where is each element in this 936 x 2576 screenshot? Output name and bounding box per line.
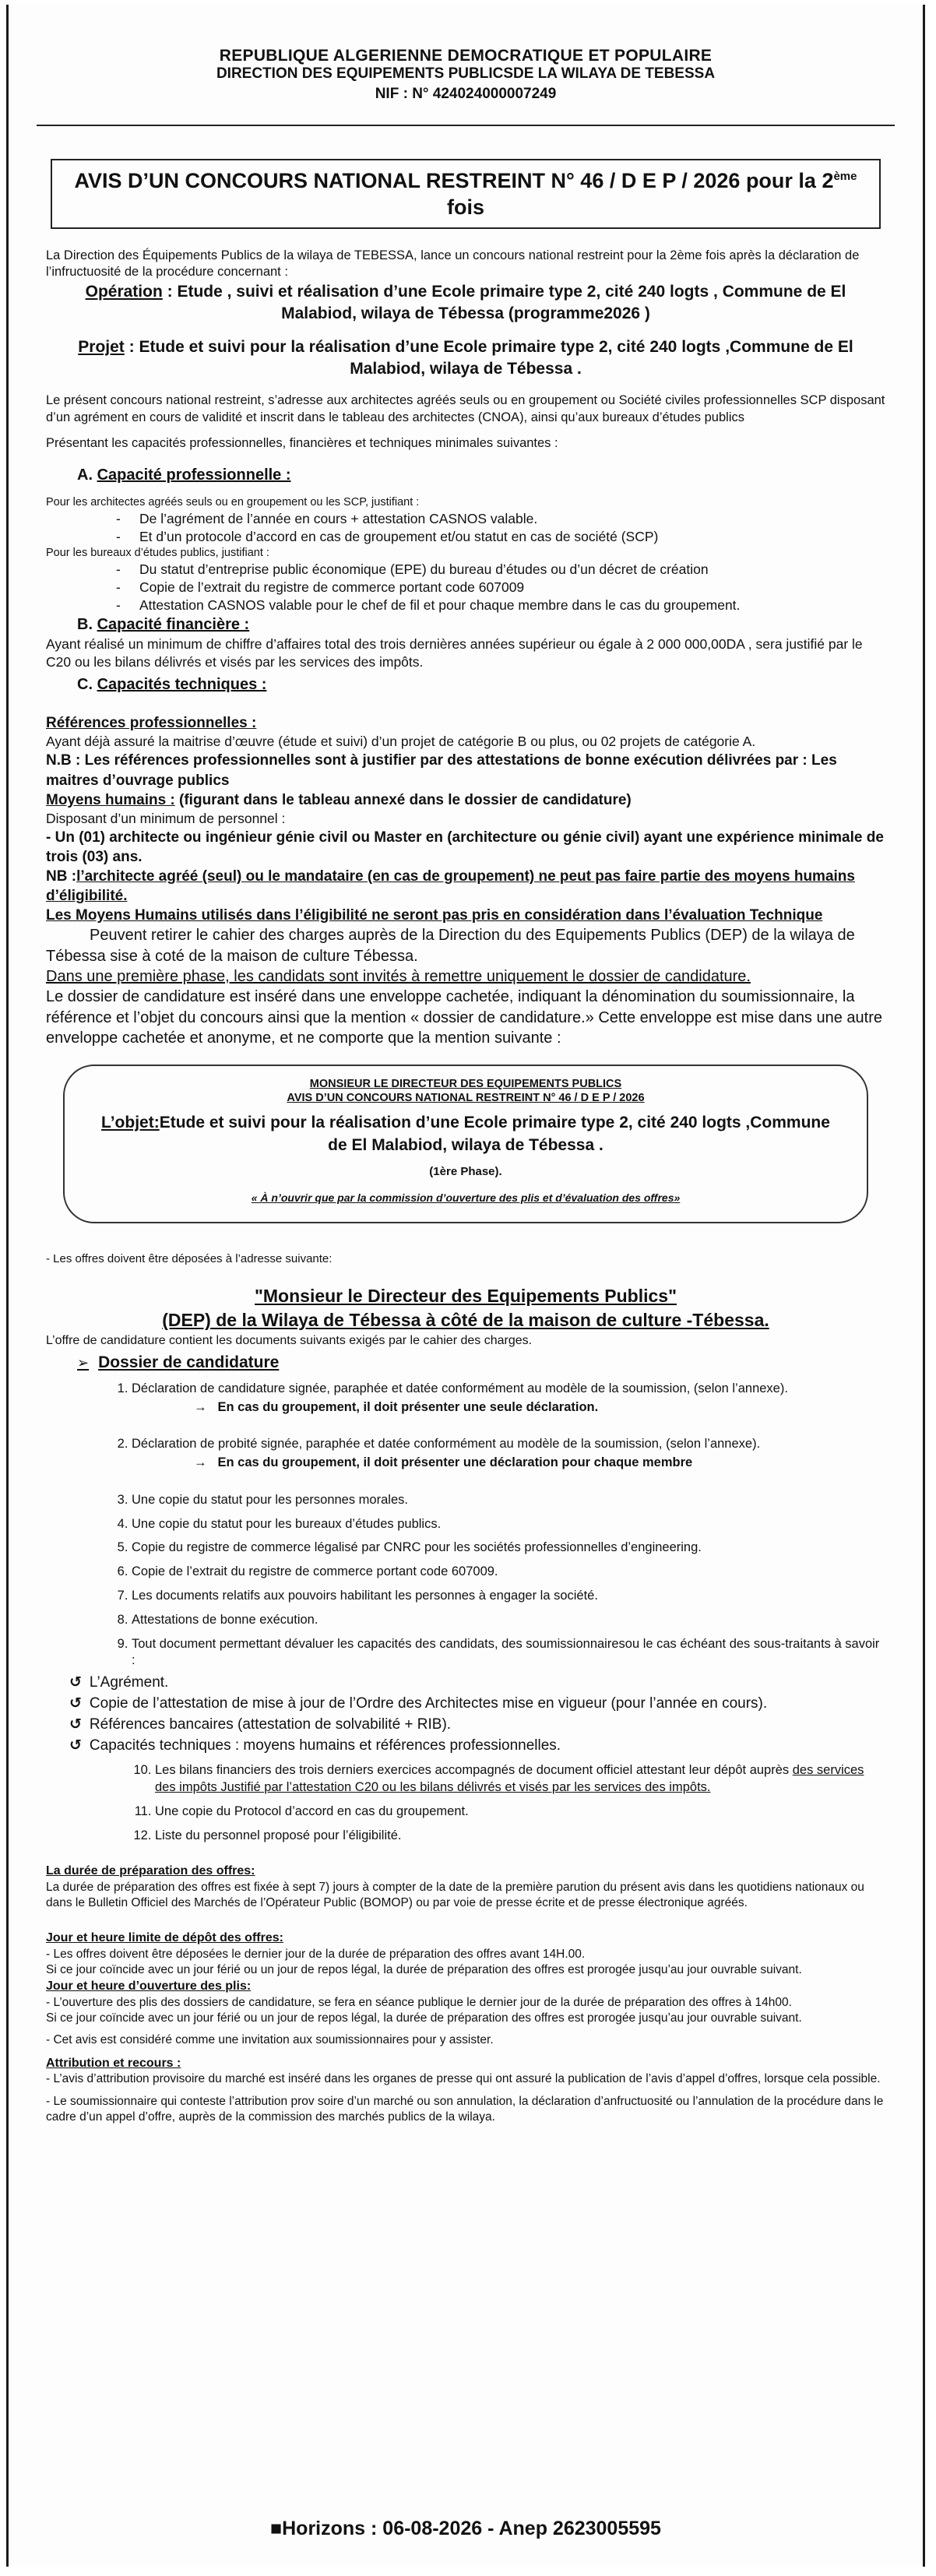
list-item: ↺ Copie de l’attestation de mise à jour de l’Ordre des Architectes mise en vigueur (pour l’année en cours). (46, 1694, 885, 1713)
moyens-humains-note: Les Moyens Humains utilisés dans l’éligibilité ne seront pas pris en considération dans l’évaluation Technique (46, 907, 823, 924)
financial-text: Ayant réalisé un minimum de chiffre d’affaires total des trois dernières années supérieur ou égale à 2 000 000,00DA , sera justifié par le C20 ou les bilans délivrés et visés par les services des impôts. (46, 635, 863, 670)
nif-number: NIF : N° 424024000007249 (375, 86, 557, 102)
list-item (155, 1762, 885, 1797)
address-line-2: (DEP) de la Wilaya de Tébessa à côté de la maison de culture -Tébessa. (162, 1310, 769, 1330)
section-a-heading (77, 465, 885, 485)
envelope-box (63, 1065, 868, 1224)
envelope-objet-label: L’objet: (101, 1114, 160, 1132)
notice-body (9, 248, 923, 2126)
nb-prefix: NB : (46, 867, 77, 885)
documents-list-continued (46, 1762, 885, 1844)
attribution-text-1: - L’avis d’attribution provisoire du marché est inséré dans les organes de presse qui ont assuré la publication de l’avis d’appel d’offres, lorsque cela possible. (46, 2072, 881, 2086)
moyens-text: (figurant dans le tableau annexé dans le dossier de candidature) (174, 791, 632, 808)
bureaux-list (46, 561, 885, 614)
eligibility-paragraph: Le présent concours national restreint, s’adresse aux architectes agréés seuls ou en groupement ou Société civiles professionnelles SCP disposant d’un agrément en cours de validité et inscrit dans le tableau des architectes (CNOA), ainsi qu’aux bureaux d’études publics (46, 392, 885, 424)
dossier-paragraph: Le dossier de candidature est inséré dans une enveloppe cachetée, indiquant la dénomination du soumissionnaire, la référence et l’objet du concours ainsi que la mention « dossier de candidature.» Cette enveloppe est mise dans une autre enveloppe cachetée et anonyme, et ne comporte que la mention suivante : (46, 988, 883, 1047)
list-item: ↺ Capacités techniques : moyens humains et références professionnelles. (46, 1736, 885, 1755)
envelope-line-1: MONSIEUR LE DIRECTEUR DES EQUIPEMENTS PUBLICS (309, 1077, 622, 1090)
bureaux-intro: Pour les bureaux d’études publics, justifiant : (46, 546, 269, 559)
list-item-text: Déclaration de probité signée, paraphée et datée conformément au modèle de la soumission, (selon l’annexe). (132, 1437, 761, 1452)
section-b-heading (77, 614, 885, 635)
envelope-line-2: AVIS D’UN CONCOURS NATIONAL RESTREINT N° 46 / D E P / 2026 (287, 1092, 645, 1105)
notice-title: AVIS D’UN CONCOURS NATIONAL RESTREINT N° 46 / D E P / 2026 pour la 2 (74, 169, 834, 192)
architects-list (46, 510, 885, 546)
section-c-title: Capacités techniques : (97, 675, 267, 693)
list-item: ↺ Références bancaires (attestation de solvabilité + RIB). (46, 1715, 885, 1734)
republic-heading: REPUBLIQUE ALGERIENNE DEMOCRATIQUE ET POPULAIRE (219, 47, 713, 65)
section-c-letter: C. (77, 675, 93, 693)
references-title: Références professionnelles : (46, 715, 257, 732)
direction-heading: DIRECTION DES EQUIPEMENTS PUBLICSDE LA WILAYA DE TEBESSA (216, 65, 716, 82)
header-divider (37, 125, 895, 126)
envelope-objet-text: Etude et suivi pour la réalisation d’une Ecole primaire type 2, cité 240 logts ,Commune de El Malabiod, wilaya de Tébessa . (159, 1114, 830, 1154)
list-item: 4. Une copie du statut pour les bureaux d’études publics. (132, 1516, 885, 1533)
phase-paragraph: Dans une première phase, les candidats sont invités à remettre uniquement le dossier de candidature. (46, 967, 751, 985)
projet-line (46, 336, 885, 379)
section-a-title: Capacité professionnelle : (97, 466, 291, 484)
ouverture-text-3: - Cet avis est considéré comme une invitation aux soumissionnaires pour y assister. (46, 2033, 494, 2047)
architects-intro: Pour les architectes agréés seuls ou en groupement ou les SCP, justifiant : (46, 495, 420, 509)
list-item-text: Les bilans financiers des trois derniers exercices accompagnés de document officiel attestant leur dépôt auprès (155, 1763, 793, 1778)
list-item: - Et d’un protocole d’accord en cas de groupement et/ou statut en cas de société (SCP) (116, 528, 885, 546)
projet-text: : Etude et suivi pour la réalisation d’une Ecole primaire type 2, cité 240 logts ,Commune de El Malabiod, wilaya de Tébessa . (124, 338, 853, 378)
ouverture-text-1: - L’ouverture des plis des dossiers de candidature, se fera en séance publique le dernier jour de la durée de préparation des offres à 14h00. (46, 1995, 792, 2009)
list-item (132, 1436, 885, 1472)
ouverture-text-2: Si ce jour coïncide avec un jour férié ou un jour de repos légal, la durée de préparation des offres est prorogée jusqu’au jour ouvrable suivant. (46, 2011, 802, 2025)
notice-title-end: fois (446, 195, 484, 219)
operation-text: : Etude , suivi et réalisation d’une Ecole primaire type 2, cité 240 logts , Commune de El Malabiod, wilaya de Tébessa (programme2026 ) (162, 283, 846, 322)
list-item: - Copie de l’extrait du registre de commerce portant code 607009 (116, 579, 885, 596)
nb-mandataire-text: l’architecte agréé (seul) ou le mandataire (en cas de groupement) ne peut pas faire partie des moyens humains d’éligibilité. (46, 867, 855, 905)
list-item: 6. Copie de l’extrait du registre de commerce portant code 607009. (132, 1564, 885, 1581)
list-item: 9. Tout document permettant dévaluer les capacités des candidats, des soumissionnairesou le cas échéant des sous-traitants à savoir : (132, 1636, 885, 1670)
footer-publication: ■Horizons : 06-08-2026 - Anep 2623005595 (270, 2518, 661, 2539)
list-item: 12. Liste du personnel proposé pour l’éligibilité. (155, 1828, 885, 1845)
documents-list (46, 1381, 885, 1670)
section-b-letter: B. (77, 616, 93, 634)
capacity-hooks (46, 1673, 885, 1755)
envelope-note: « À n’ouvrir que par la commission d’ouverture des plis et d’évaluation des offres» (251, 1191, 681, 1204)
envelope-phase: (1ère Phase). (429, 1164, 502, 1178)
operation-line (46, 281, 885, 324)
section-b-title: Capacité financière : (97, 616, 250, 634)
list-item-text: Déclaration de candidature signée, paraphée et datée conformément au modèle de la soumission, (selon l’annexe). (132, 1381, 788, 1395)
ouverture-title: Jour et heure d’ouverture des plis: (46, 1980, 252, 1994)
list-item (132, 1381, 885, 1416)
projet-label: Projet (78, 338, 125, 357)
list-item: 8. Attestations de bonne exécution. (132, 1612, 885, 1629)
deposit-intro: - Les offres doivent être déposées à l’adresse suivante: (46, 1252, 333, 1266)
nb-mandataire (46, 867, 885, 906)
moyens-line (46, 790, 885, 810)
limite-text-2: Si ce jour coïncide avec un jour férié ou un jour de repos légal, la durée de préparation des offres est prorogée jusqu’au jour ouvrable suivant. (46, 1963, 802, 1977)
list-item: 3. Une copie du statut pour les personnes morales. (132, 1492, 885, 1509)
architect-requirement: - Un (01) architecte ou ingénieur génie civil ou Master en (architecture ou génie civil) ayant une expérience minimale de trois (03) ans. (46, 829, 884, 865)
dossier-candidature-title: ➢ Dossier de candidature (46, 1352, 885, 1374)
list-item: - De l’agrément de l’année en cours + attestation CASNOS valable. (116, 510, 885, 528)
limite-title: Jour et heure limite de dépôt des offres: (46, 1931, 283, 1945)
list-item: 7. Les documents relatifs aux pouvoirs habilitant les personnes à engager la société. (132, 1588, 885, 1605)
personnel-intro: Disposant d’un minimum de personnel : (46, 810, 286, 826)
notice-title-sup: ème (833, 170, 857, 183)
retrait-paragraph: Peuvent retirer le cahier des charges auprès de la Direction du des Equipements Publics (DEP) de la wilaya de Tébessa sise à coté de la maison de culture Tébessa. (46, 927, 855, 965)
list-item: 11. Une copie du Protocol d’accord en cas du groupement. (155, 1804, 885, 1821)
attribution-text-2: - Le soumissionnaire qui conteste l’attribution prov soire d’un marché ou son annulation, la déclaration d’anfructuosité ou l’annulation de la procédure dans le cadre d’un appel d’offre, auprès de la commission des marchés publics de la wilaya. (46, 2094, 884, 2124)
section-a-letter: A. (77, 466, 93, 484)
operation-label: Opération (85, 283, 163, 301)
envelope-objet (93, 1112, 839, 1156)
limite-text-1: - Les offres doivent être déposées le dernier jour de la durée de préparation des offres avant 14H.00. (46, 1947, 586, 1961)
address-line-1: "Monsieur le Directeur des Equipements Publics" (254, 1285, 677, 1306)
notice-page (6, 5, 925, 2567)
moyens-label: Moyens humains : (46, 791, 175, 808)
duree-text: La durée de préparation des offres est fixée à sept 7) jours à compter de la date de la première parution du présent avis dans les quotidiens nationaux ou dans le Bulletin Officiel des Marchés de l’Opérateur Public (BOMOP) ou par voie de presse écrite et de presse électronique agréés. (46, 1880, 864, 1909)
list-item: - Du statut d’entreprise public économique (EPE) du bureau d’études ou d’un décret de création (116, 561, 885, 579)
deposit-address (46, 1284, 885, 1332)
references-text: Ayant déjà assuré la maitrise d’œuvre (étude et suivi) d’un projet de catégorie B ou plus, ou 02 projets de catégorie A. (46, 734, 756, 750)
section-c-heading (77, 674, 885, 695)
attribution-title: Attribution et recours : (46, 2056, 181, 2070)
references-nb: N.B : Les références professionnelles sont à justifier par des attestations de bonne exécution délivrées par : Les maitres d’ouvrage publics (46, 752, 837, 789)
list-item-note: → En cas du groupement, il doit présenter une seule déclaration. (132, 1399, 885, 1416)
list-item-text-underlined: des services des impôts Justifié par l’attestation C20 ou les bilans délivrés et visés par les services des impôts. (155, 1763, 864, 1795)
offer-contents: L’offre de candidature contient les documents suivants exigés par le cahier des charges. (46, 1334, 533, 1348)
list-item: 5. Copie du registre de commerce légalisé par CNRC pour les sociétés professionnelles d’engineering. (132, 1540, 885, 1557)
list-item: ↺ L’Agrément. (46, 1673, 885, 1692)
list-item: - Attestation CASNOS valable pour le chef de fil et pour chaque membre dans le cas du groupement. (116, 596, 885, 614)
intro-paragraph: La Direction des Équipements Publics de la wilaya de TEBESSA, lance un concours national restreint pour la 2ème fois après la déclaration de l’infructuosité de la procédure concernant : (46, 248, 860, 280)
list-item-note: → En cas du groupement, il doit présenter une déclaration pour chaque membre (132, 1455, 885, 1472)
capacities-intro: Présentant les capacités professionnelles, financières et techniques minimales suivantes : (46, 436, 558, 451)
duree-title: La durée de préparation des offres: (46, 1864, 255, 1878)
notice-title-box (51, 159, 881, 229)
document-header (9, 47, 923, 103)
